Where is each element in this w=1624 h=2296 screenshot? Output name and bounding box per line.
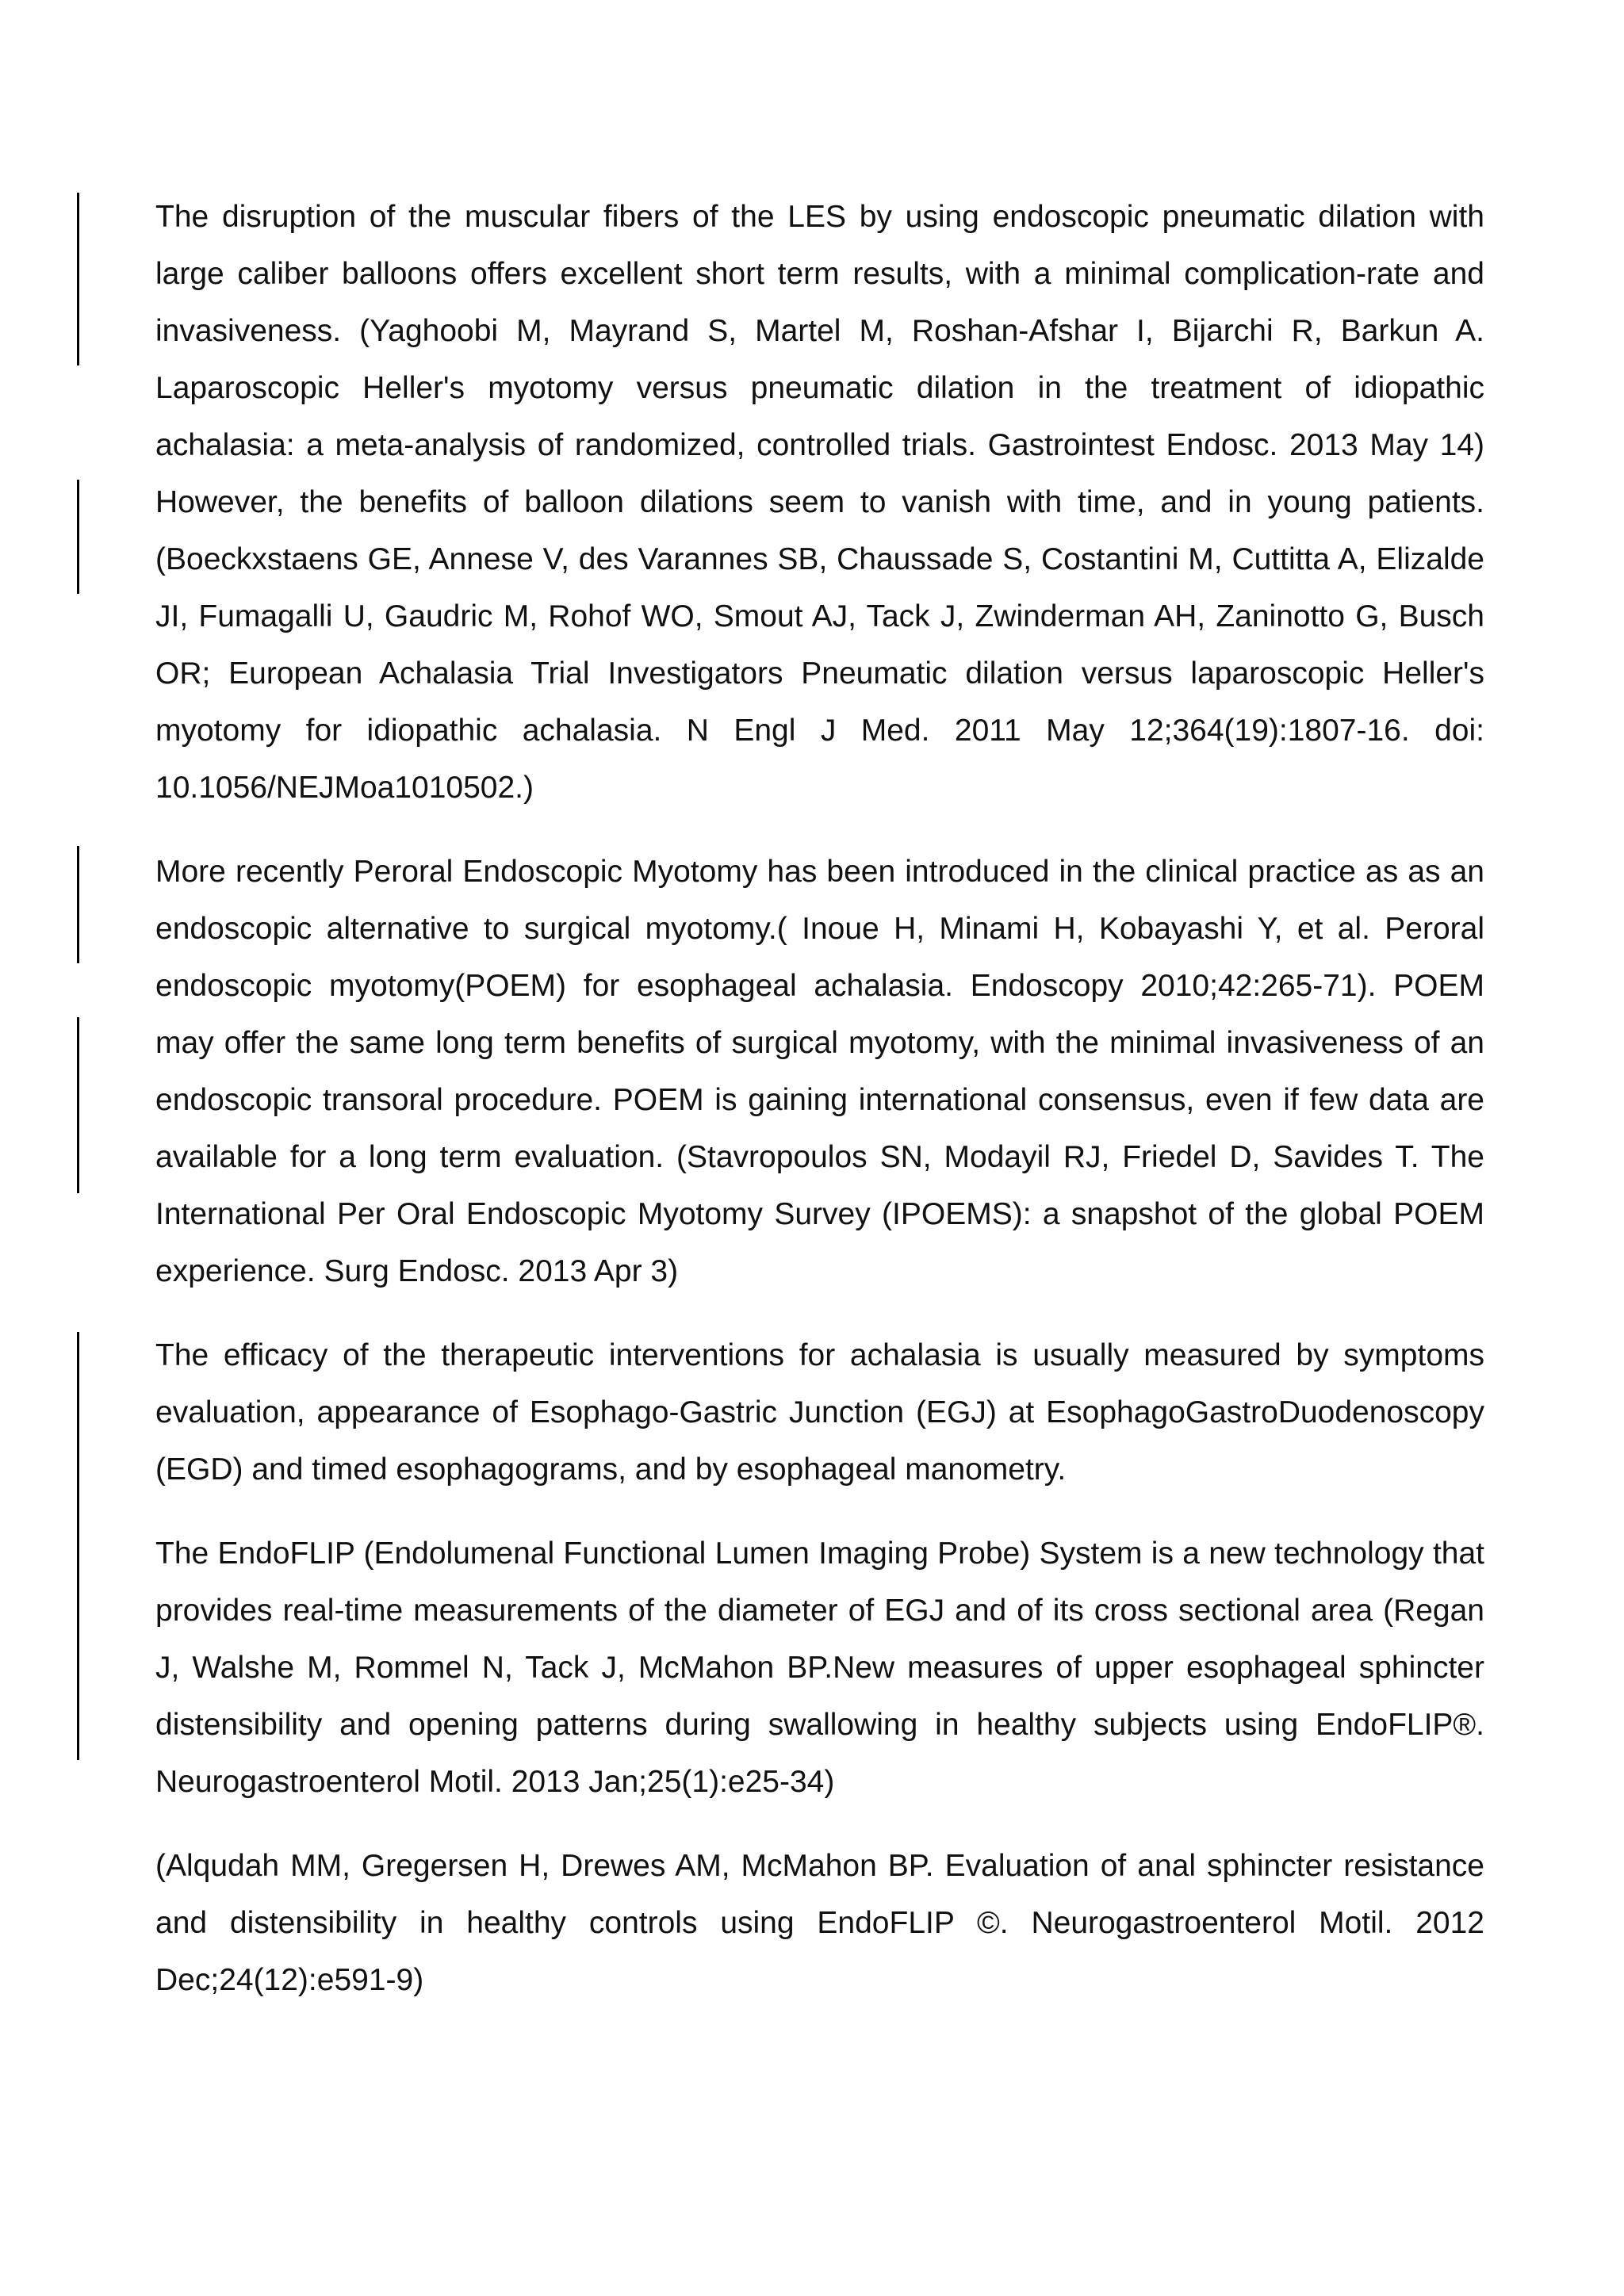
revision-bar: [77, 480, 79, 594]
revision-bar: [77, 846, 79, 963]
revision-bar: [77, 193, 79, 365]
revision-bar: [77, 1332, 79, 1760]
paragraph: The disruption of the muscular fibers of the LES by using endoscopic pneumatic dilation with large caliber balloons offers excellent short term results, with a minimal complication-rate and invasiveness. (Yaghoobi M, Mayrand S, Martel M, Roshan-Afshar I, Bijarchi R, Barkun A. Laparoscopic Heller's myotomy versus pneumatic dilation in the treatment of idiopathic achalasia: a meta-analysis of randomized, controlled trials. Gastrointest Endosc. 2013 May 14) However, the benefits of balloon dilations seem to vanish with time, and in young patients. (Boeckxstaens GE, Annese V, des Varannes SB, Chaussade S, Costantini M, Cuttitta A, Elizalde JI, Fumagalli U, Gaudric M, Rohof WO, Smout AJ, Tack J, Zwinderman AH, Zaninotto G, Busch OR; European Achalasia Trial Investigators Pneumatic dilation versus laparoscopic Heller's myotomy for idiopathic achalasia. N Engl J Med. 2011 May 12;364(19):1807-16. doi: 10.1056/NEJMoa1010502.): [155, 200, 1484, 805]
paragraph: The efficacy of the therapeutic interventions for achalasia is usually measured by symptoms evaluation, appearance of Esophago-Gastric Junction (EGJ) at EsophagoGastroDuodenoscopy (EGD) and timed esophagograms, and by esophageal manometry.: [155, 1338, 1484, 1487]
paragraph: (Alqudah MM, Gregersen H, Drewes AM, McMahon BP. Evaluation of anal sphincter resistance and distensibility in healthy controls using EndoFLIP ©. Neurogastroenterol Motil. 2012 Dec;24(12):e591-9): [155, 1849, 1484, 1997]
revision-bar: [77, 1017, 79, 1193]
paragraph: More recently Peroral Endoscopic Myotomy has been introduced in the clinical practice as as an endoscopic alternative to surgical myotomy.( Inoue H, Minami H, Kobayashi Y, et al. Peroral endoscopic myotomy(POEM) for esophageal achalasia. Endoscopy 2010;42:265-71). POEM may offer the same long term benefits of surgical myotomy, with the minimal invasiveness of an endoscopic transoral procedure. POEM is gaining international consensus, even if few data are available for a long term evaluation. (Stavropoulos SN, Modayil RJ, Friedel D, Savides T. The International Per Oral Endoscopic Myotomy Survey (IPOEMS): a snapshot of the global POEM experience. Surg Endosc. 2013 Apr 3): [155, 855, 1484, 1288]
body-text: [155, 189, 1484, 2036]
paragraph: The EndoFLIP (Endolumenal Functional Lumen Imaging Probe) System is a new technology that provides real-time measurements of the diameter of EGJ and of its cross sectional area (Regan J, Walshe M, Rommel N, Tack J, McMahon BP.New measures of upper esophageal sphincter distensibility and opening patterns during swallowing in healthy subjects using EndoFLIP®. Neurogastroenterol Motil. 2013 Jan;25(1):e25-34): [155, 1536, 1484, 1799]
